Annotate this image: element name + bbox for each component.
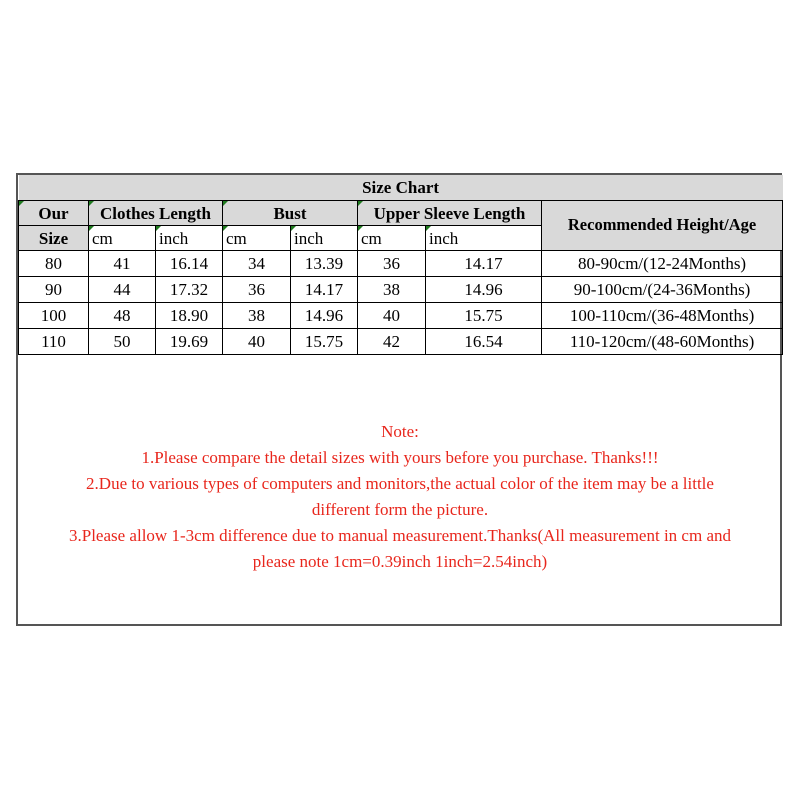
note-line-2b: different form the picture. — [311, 500, 489, 519]
recommended-value: 90-100cm/(24-36Months) — [542, 277, 783, 303]
bust-cm-value: 40 — [223, 329, 291, 355]
size-chart-table — [18, 175, 783, 355]
table-row — [19, 329, 783, 355]
our-size-header-line2: Size — [19, 226, 89, 251]
sleeve-inch-value: 14.17 — [426, 251, 542, 277]
bust-header: Bust — [223, 201, 358, 226]
recommended-value: 80-90cm/(12-24Months) — [542, 251, 783, 277]
sleeve-inch-value: 16.54 — [426, 329, 542, 355]
sleeve-inch-value: 14.96 — [426, 277, 542, 303]
clothes-length-inch-value: 16.14 — [156, 251, 223, 277]
bust-cm-unit: cm — [223, 226, 291, 251]
notes-heading: Note: — [381, 422, 419, 441]
sleeve-cm-value: 38 — [358, 277, 426, 303]
sleeve-inch-value: 15.75 — [426, 303, 542, 329]
note-line-1: 1.Please compare the detail sizes with yours before you purchase. Thanks!!! — [141, 448, 659, 467]
title-row — [19, 175, 783, 201]
clothes-length-cm-value: 48 — [89, 303, 156, 329]
clothes-length-cm-value: 41 — [89, 251, 156, 277]
sleeve-cm-value: 40 — [358, 303, 426, 329]
note-line-2a: 2.Due to various types of computers and monitors,the actual color of the item may be a little — [86, 474, 714, 493]
table-row — [19, 277, 783, 303]
table-row — [19, 303, 783, 329]
clothes-length-cm-value: 44 — [89, 277, 156, 303]
sleeve-cm-value: 42 — [358, 329, 426, 355]
size-value: 90 — [19, 277, 89, 303]
header-row — [19, 201, 783, 226]
our-size-header: Our — [19, 201, 89, 226]
sleeve-inch-unit: inch — [426, 226, 542, 251]
bust-inch-unit: inch — [291, 226, 358, 251]
clothes-length-inch-value: 18.90 — [156, 303, 223, 329]
bust-inch-value: 14.17 — [291, 277, 358, 303]
size-value: 110 — [19, 329, 89, 355]
clothes-length-cm-unit: cm — [89, 226, 156, 251]
bust-cm-value: 34 — [223, 251, 291, 277]
upper-sleeve-length-header: Upper Sleeve Length — [358, 201, 542, 226]
bust-cm-value: 38 — [223, 303, 291, 329]
clothes-length-inch-value: 19.69 — [156, 329, 223, 355]
clothes-length-header: Clothes Length — [89, 201, 223, 226]
bust-cm-value: 36 — [223, 277, 291, 303]
bust-inch-value: 13.39 — [291, 251, 358, 277]
notes-block — [18, 419, 782, 575]
sleeve-cm-unit: cm — [358, 226, 426, 251]
table-title: Size Chart — [19, 175, 783, 201]
recommended-value: 110-120cm/(48-60Months) — [542, 329, 783, 355]
clothes-length-inch-unit: inch — [156, 226, 223, 251]
recommended-height-age-header: Recommended Height/Age — [542, 201, 783, 251]
size-value: 80 — [19, 251, 89, 277]
clothes-length-inch-value: 17.32 — [156, 277, 223, 303]
size-chart-sheet — [16, 173, 782, 626]
note-line-3a: 3.Please allow 1-3cm difference due to manual measurement.Thanks(All measurement in cm and — [69, 526, 731, 545]
sleeve-cm-value: 36 — [358, 251, 426, 277]
bust-inch-value: 15.75 — [291, 329, 358, 355]
bust-inch-value: 14.96 — [291, 303, 358, 329]
table-row — [19, 251, 783, 277]
clothes-length-cm-value: 50 — [89, 329, 156, 355]
size-value: 100 — [19, 303, 89, 329]
recommended-value: 100-110cm/(36-48Months) — [542, 303, 783, 329]
note-line-3b: please note 1cm=0.39inch 1inch=2.54inch) — [252, 552, 548, 571]
